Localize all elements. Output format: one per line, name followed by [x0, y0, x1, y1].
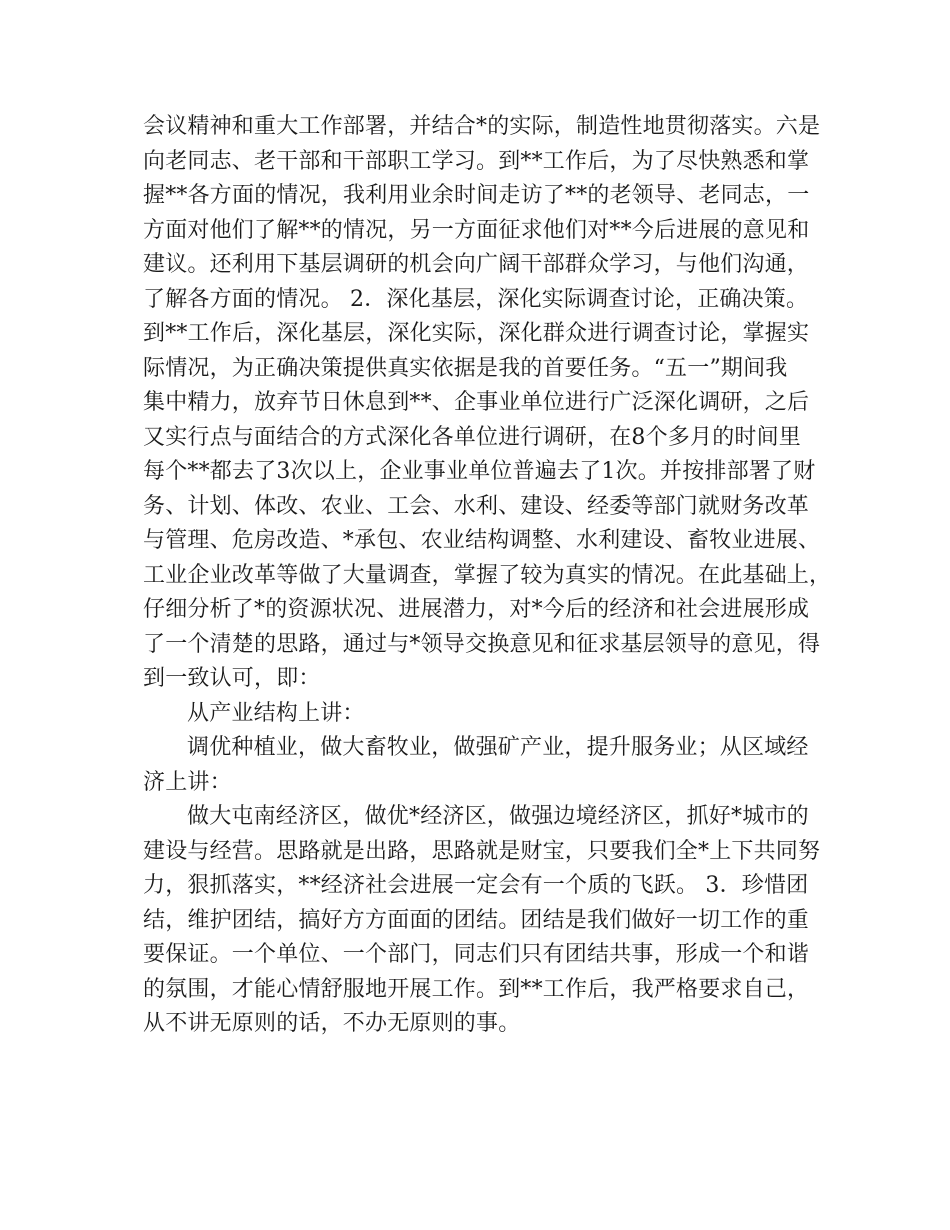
text-line: 力，狠抓落实，**经济社会进展一定会有一个质的飞跃。 3．珍惜团	[143, 873, 809, 898]
text-line: 结，维护团结，搞好方方面面的团结。团结是我们做好一切工作的重	[143, 907, 810, 933]
text-line: 建议。还利用下基层调研的机会向广阔干部群众学习，与他们沟通，	[143, 252, 810, 277]
text-line: 做大屯南经济区，做优*经济区，做强边境经济区，抓好*城市的	[187, 804, 809, 829]
text-line: 了一个清楚的思路，通过与*领导交换意见和征求基层领导的意见，得	[143, 631, 821, 657]
text-line: 工业企业改革等做了大量调查，掌握了较为真实的情况。在此基础上，	[143, 562, 832, 588]
text-line: 建设与经营。思路就是出路，思路就是财宝，只要我们全*上下共同努	[143, 838, 821, 864]
text-line: 际情况，为正确决策提供真实依据是我的首要任务。“五一”期间我	[143, 355, 788, 381]
text-line: 集中精力，放弃节日休息到**、企事业单位进行广泛深化调研，之后	[143, 390, 810, 415]
body-text	[143, 110, 832, 1042]
text-line: 到一致认可，即：	[143, 666, 321, 691]
text-line: 从不讲无原则的话，不办无原则的事。	[143, 1011, 521, 1036]
text-line: 方面对他们了解**的情况，另一方面征求他们对**今后进展的意见和	[143, 217, 810, 243]
text-line: 又实行点与面结合的方式深化各单位进行调研，在8个多月的时间里	[143, 424, 801, 450]
text-line: 握**各方面的情况，我利用业余时间走访了**的老领导、老同志，一	[143, 183, 810, 208]
text-line: 会议精神和重大工作部署，并结合*的实际，制造性地贯彻落实。六是	[143, 114, 821, 139]
text-line: 每个**都去了3次以上，企业事业单位普遍去了1次。并按排部署了财	[143, 459, 816, 484]
text-line: 调优种植业，做大畜牧业，做强矿产业，提升服务业；从区域经	[187, 735, 809, 760]
text-line: 了解各方面的情况。 2．深化基层，深化实际调查讨论，正确决策。	[143, 286, 809, 312]
paragraph-heading: 从产业结构上讲：	[187, 700, 365, 726]
text-line: 济上讲：	[143, 769, 232, 795]
text-line: 到**工作后，深化基层，深化实际，深化群众进行调查讨论，掌握实	[143, 321, 810, 346]
text-line: 的氛围，才能心情舒服地开展工作。到**工作后，我严格要求自己，	[143, 976, 810, 1002]
text-line: 要保证。一个单位、一个部门，同志们只有团结共事，形成一个和谐	[143, 942, 810, 967]
text-line: 仔细分析了*的资源状况、进展潜力，对*今后的经济和社会进展形成	[143, 597, 810, 622]
text-line: 与管理、危房改造、*承包、农业结构调整、水利建设、畜牧业进展、	[143, 528, 821, 553]
text-line: 向老同志、老干部和干部职工学习。到**工作后，为了尽快熟悉和掌	[143, 148, 810, 174]
text-line: 务、计划、体改、农业、工会、水利、建设、经委等部门就财务改革	[143, 493, 810, 519]
